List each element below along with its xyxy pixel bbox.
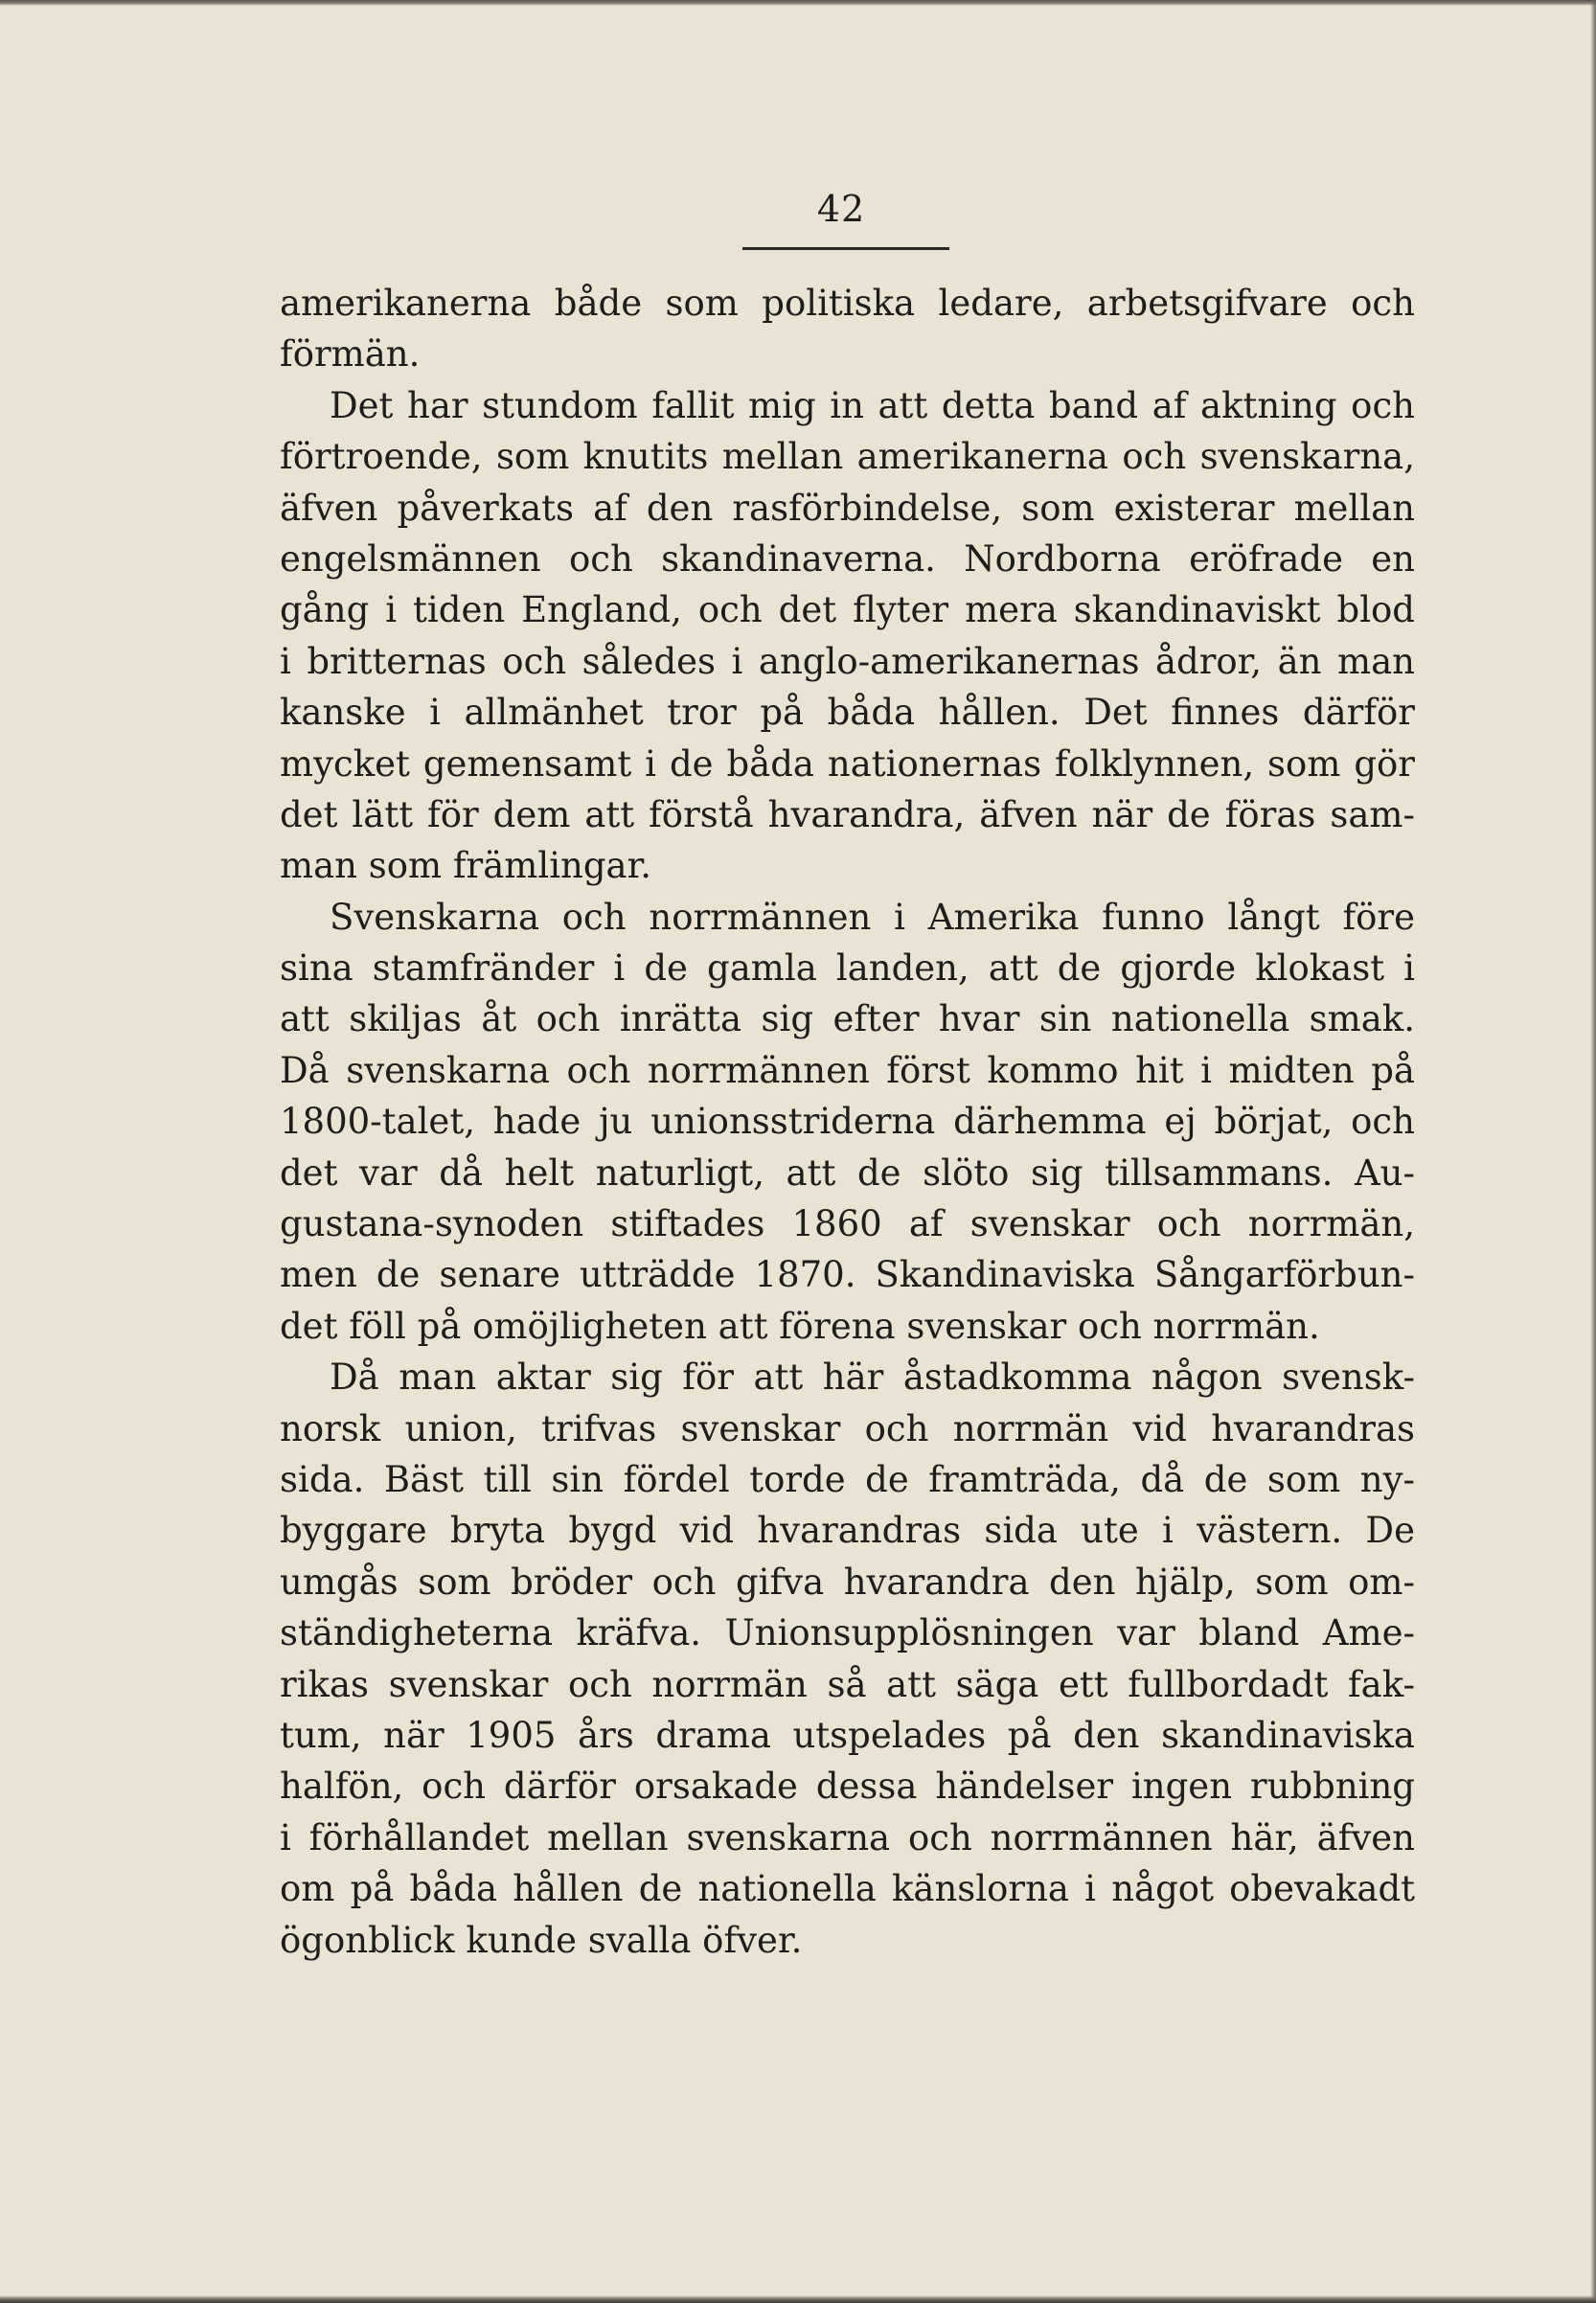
text-line: det var då helt naturligt, att de slöto sig tillsammans. Au- <box>280 1152 1415 1194</box>
text-line: gång i tiden England, och det flyter mera skandinaviskt blod <box>280 589 1415 631</box>
text-line: det lätt för dem att förstå hvarandra, äfven när de föras sam- <box>280 793 1415 835</box>
text-line: sida. Bäst till sin fördel torde de framträda, då de som ny- <box>280 1458 1415 1500</box>
text-line: Svenskarna och norrmännen i Amerika funno långt före <box>330 896 1415 938</box>
text-line: amerikanerna både som politiska ledare, arbetsgifvare och <box>280 283 1415 324</box>
text-line: byggare bryta bygd vid hvarandras sida ute i västern. De <box>280 1510 1415 1552</box>
text-line: man som främlingar. <box>280 845 651 887</box>
text-line: Då man aktar sig för att här åstadkomma någon svensk- <box>330 1357 1415 1399</box>
text-line: rikas svenskar och norrmän så att säga ett fullbordadt fak- <box>280 1663 1415 1705</box>
body-text <box>280 278 1415 1966</box>
paragraph-1 <box>280 278 1415 380</box>
text-line: mycket gemensamt i de båda nationernas folklynnen, som gör <box>280 742 1415 785</box>
text-line: umgås som bröder och gifva hvarandra den hjälp, som om- <box>280 1561 1415 1603</box>
paragraph-2 <box>280 380 1415 892</box>
text-line: förtroende, som knutits mellan amerikanerna och svenskarna, <box>280 436 1415 478</box>
text-line: tum, när 1905 års drama utspelades på den skandinaviska <box>280 1714 1415 1756</box>
text-line: Då svenskarna och norrmännen först kommo hit i midten på <box>280 1049 1415 1091</box>
text-line: i britternas och således i anglo-amerikanernas ådror, än man <box>280 640 1415 682</box>
text-line: att skiljas åt och inrätta sig efter hvar sin nationella smak. <box>280 998 1415 1040</box>
page-right-edge <box>1590 0 1596 2303</box>
text-line: Det har stundom fallit mig in att detta band af aktning och <box>330 384 1415 426</box>
text-line: ögonblick kunde svalla öfver. <box>280 1919 803 1961</box>
paragraph-4 <box>280 1352 1415 1966</box>
text-line: ständigheterna kräfva. Unionsupplösningen var bland Ame- <box>280 1612 1415 1654</box>
text-line: i förhållandet mellan svenskarna och norrmännen här, äfven <box>280 1816 1415 1858</box>
text-line: sina stamfränder i de gamla landen, att de gjorde klokast i <box>280 947 1415 990</box>
text-line: det föll på omöjligheten att förena svenskar och norrmän. <box>280 1305 1320 1347</box>
page-number-rule <box>742 247 949 250</box>
text-line: 1800-talet, hade ju unionsstriderna därhemma ej börjat, och <box>280 1101 1415 1143</box>
page-number: 42 <box>816 188 866 230</box>
page-bottom-edge <box>0 2295 1596 2303</box>
text-line: kanske i allmänhet tror på båda hållen. Det finnes därför <box>280 692 1415 734</box>
text-line: förmän. <box>280 333 421 376</box>
paragraph-3 <box>280 892 1415 1353</box>
text-line: engelsmännen och skandinaverna. Nordborna eröfrade en <box>280 537 1415 580</box>
text-line: halfön, och därför orsakade dessa händelser ingen rubbning <box>280 1766 1415 1808</box>
text-line: men de senare utträdde 1870. Skandinaviska Sångarförbun- <box>280 1254 1415 1296</box>
text-line: om på båda hållen de nationella känslorna i något obevakadt <box>280 1868 1415 1910</box>
page-top-edge <box>0 0 1596 6</box>
text-line: äfven påverkats af den rasförbindelse, som existerar mellan <box>280 487 1415 529</box>
text-line: norsk union, trifvas svenskar och norrmän vid hvarandras <box>280 1407 1415 1449</box>
text-line: gustana-synoden stiftades 1860 af svenskar och norrmän, <box>280 1203 1415 1245</box>
